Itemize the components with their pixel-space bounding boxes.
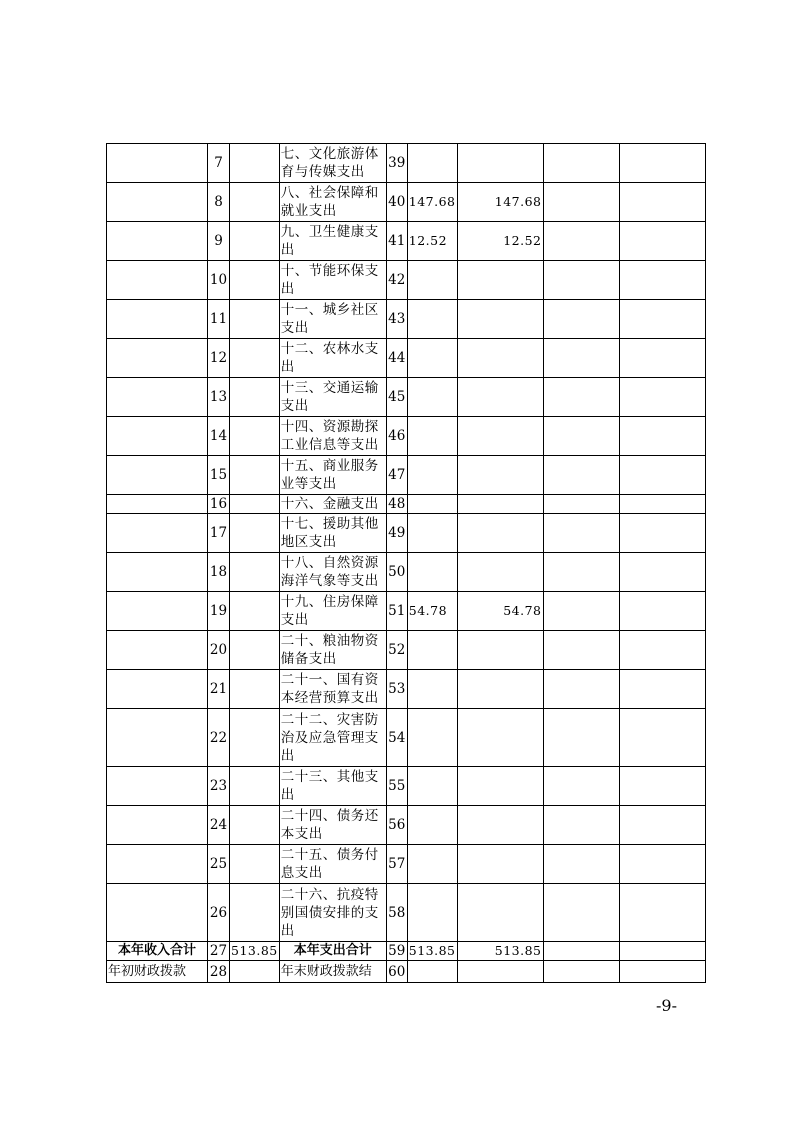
empty-cell xyxy=(619,456,705,495)
empty-cell xyxy=(543,495,619,514)
table-row xyxy=(107,222,706,261)
expense-total-cell xyxy=(407,300,457,339)
totals-row xyxy=(107,942,706,961)
expense-general-cell xyxy=(457,378,543,417)
empty-cell xyxy=(107,767,208,806)
expense-item: 二十一、国有资本经营预算支出 xyxy=(279,670,386,709)
empty-cell xyxy=(230,417,280,456)
income-total-value: 513.85 xyxy=(230,942,280,961)
income-total-label: 本年收入合计 xyxy=(107,942,208,961)
empty-cell xyxy=(107,378,208,417)
income-row-no: 10 xyxy=(208,261,230,300)
expense-item: 十六、金融支出 xyxy=(279,495,386,514)
empty-cell xyxy=(230,300,280,339)
empty-cell xyxy=(619,339,705,378)
table-row xyxy=(107,884,706,942)
expense-line-no: 44 xyxy=(386,339,407,378)
table-row xyxy=(107,709,706,767)
expense-line-no: 41 xyxy=(386,222,407,261)
expense-general-cell: 12.52 xyxy=(457,222,543,261)
table-row xyxy=(107,339,706,378)
expense-general-cell xyxy=(457,553,543,592)
expense-line-no: 54 xyxy=(386,709,407,767)
empty-cell xyxy=(230,378,280,417)
expense-total-cell xyxy=(407,670,457,709)
budget-table xyxy=(106,143,706,983)
empty-cell xyxy=(543,300,619,339)
empty-cell xyxy=(619,845,705,884)
empty-cell xyxy=(107,631,208,670)
expense-total-label: 本年支出合计 xyxy=(279,942,386,961)
table-row xyxy=(107,514,706,553)
expense-total-cell: 54.78 xyxy=(407,592,457,631)
empty-cell xyxy=(107,222,208,261)
table-row xyxy=(107,806,706,845)
empty-cell xyxy=(619,378,705,417)
empty-cell xyxy=(107,456,208,495)
empty-cell xyxy=(543,884,619,942)
empty-cell xyxy=(619,670,705,709)
empty-cell xyxy=(230,767,280,806)
empty-cell xyxy=(543,942,619,961)
table-row xyxy=(107,261,706,300)
empty-cell xyxy=(107,183,208,222)
expense-total-cell xyxy=(407,553,457,592)
expense-item: 十四、资源勘探工业信息等支出 xyxy=(279,417,386,456)
expense-item: 二十五、债务付息支出 xyxy=(279,845,386,884)
expense-general-cell xyxy=(457,456,543,495)
empty-cell xyxy=(230,144,280,183)
income-row-no: 11 xyxy=(208,300,230,339)
expense-line-no: 48 xyxy=(388,496,406,512)
expense-total-cell xyxy=(407,514,457,553)
expense-item: 十五、商业服务业等支出 xyxy=(279,456,386,495)
empty-cell xyxy=(619,514,705,553)
expense-line-no: 43 xyxy=(386,300,407,339)
expense-total-cell xyxy=(407,845,457,884)
expense-total-cell xyxy=(407,456,457,495)
table-row xyxy=(107,417,706,456)
income-row-no: 25 xyxy=(208,845,230,884)
expense-total-cell xyxy=(407,631,457,670)
empty-cell xyxy=(107,261,208,300)
expense-general-cell xyxy=(457,261,543,300)
expense-item: 二十二、灾害防治及应急管理支出 xyxy=(279,709,386,767)
expense-item: 十三、交通运输支出 xyxy=(279,378,386,417)
table-row xyxy=(107,845,706,884)
empty-cell xyxy=(619,961,705,983)
empty-cell xyxy=(543,806,619,845)
empty-cell xyxy=(230,514,280,553)
expense-general-cell xyxy=(457,845,543,884)
expense-item: 十一、城乡社区支出 xyxy=(279,300,386,339)
empty-cell xyxy=(107,300,208,339)
empty-cell xyxy=(619,495,705,514)
empty-cell xyxy=(107,144,208,183)
empty-cell xyxy=(619,222,705,261)
expense-general-cell xyxy=(457,709,543,767)
expense-general-cell xyxy=(457,806,543,845)
expense-general-cell xyxy=(457,495,543,514)
expense-item: 十二、农林水支出 xyxy=(279,339,386,378)
empty-cell xyxy=(619,553,705,592)
expense-general-cell xyxy=(457,767,543,806)
page-number: -9- xyxy=(656,996,677,1015)
income-row-no: 12 xyxy=(208,339,230,378)
empty-cell xyxy=(230,709,280,767)
empty-cell xyxy=(107,670,208,709)
expense-total-no: 59 xyxy=(388,943,406,959)
expense-line-no: 58 xyxy=(386,884,407,942)
empty-cell xyxy=(230,806,280,845)
empty-cell xyxy=(543,592,619,631)
empty-cell xyxy=(543,553,619,592)
empty-cell xyxy=(230,495,280,514)
empty-cell xyxy=(107,709,208,767)
empty-cell xyxy=(230,884,280,942)
empty-cell xyxy=(543,961,619,983)
empty-cell xyxy=(619,767,705,806)
empty-cell xyxy=(107,884,208,942)
expense-item: 二十、粮油物资储备支出 xyxy=(279,631,386,670)
expense-line-no: 39 xyxy=(386,144,407,183)
table-row xyxy=(107,144,706,183)
expense-total-value: 513.85 xyxy=(407,942,457,961)
expense-general-cell xyxy=(457,670,543,709)
empty-cell xyxy=(619,806,705,845)
expense-total-cell xyxy=(407,417,457,456)
expense-total-cell xyxy=(407,709,457,767)
table-row xyxy=(107,183,706,222)
empty-cell xyxy=(107,417,208,456)
income-row-no: 19 xyxy=(208,592,230,631)
expense-general-cell xyxy=(457,417,543,456)
empty-cell xyxy=(543,709,619,767)
empty-cell xyxy=(107,845,208,884)
empty-cell xyxy=(230,553,280,592)
income-row-no: 18 xyxy=(208,553,230,592)
expense-item: 二十六、抗疫特别国债安排的支出 xyxy=(279,884,386,942)
table-row xyxy=(107,631,706,670)
expense-line-no: 49 xyxy=(386,514,407,553)
income-total-no: 27 xyxy=(208,942,230,961)
income-row-no: 26 xyxy=(208,884,230,942)
empty-cell xyxy=(230,670,280,709)
empty-cell xyxy=(107,514,208,553)
empty-cell xyxy=(543,339,619,378)
expense-general-cell xyxy=(457,884,543,942)
empty-cell xyxy=(619,942,705,961)
empty-cell xyxy=(543,631,619,670)
empty-cell xyxy=(230,631,280,670)
income-row-no: 15 xyxy=(208,456,230,495)
empty-cell xyxy=(107,806,208,845)
expense-item: 十九、住房保障支出 xyxy=(279,592,386,631)
income-row-no: 20 xyxy=(208,631,230,670)
expense-general-cell xyxy=(457,339,543,378)
expense-line-no: 50 xyxy=(386,553,407,592)
empty-cell xyxy=(230,339,280,378)
income-carryover-label: 年初财政拨款 xyxy=(107,961,208,983)
empty-cell xyxy=(543,767,619,806)
empty-cell xyxy=(543,670,619,709)
empty-cell xyxy=(619,300,705,339)
income-row-no: 22 xyxy=(208,709,230,767)
expense-general-cell xyxy=(457,144,543,183)
expense-line-no: 53 xyxy=(386,670,407,709)
empty-cell xyxy=(619,261,705,300)
empty-cell xyxy=(619,417,705,456)
income-row-no: 24 xyxy=(208,806,230,845)
expense-line-no: 52 xyxy=(386,631,407,670)
expense-item: 七、文化旅游体育与传媒支出 xyxy=(279,144,386,183)
empty-cell xyxy=(230,456,280,495)
empty-cell xyxy=(543,222,619,261)
empty-cell xyxy=(619,144,705,183)
expense-line-no: 56 xyxy=(386,806,407,845)
income-row-no: 9 xyxy=(208,222,230,261)
expense-line-no: 57 xyxy=(386,845,407,884)
empty-cell xyxy=(543,261,619,300)
expense-general-cell: 54.78 xyxy=(457,592,543,631)
empty-cell xyxy=(543,456,619,495)
expense-item: 十、节能环保支出 xyxy=(279,261,386,300)
empty-cell xyxy=(619,592,705,631)
expense-general-value: 513.85 xyxy=(457,942,543,961)
empty-cell xyxy=(457,961,543,983)
empty-cell xyxy=(543,378,619,417)
expense-total-cell xyxy=(407,144,457,183)
expense-line-no: 55 xyxy=(386,767,407,806)
expense-total-cell xyxy=(407,339,457,378)
empty-cell xyxy=(619,183,705,222)
carryover-row xyxy=(107,961,706,983)
expense-carryover-no: 60 xyxy=(386,961,407,983)
empty-cell xyxy=(543,417,619,456)
table-row xyxy=(107,456,706,495)
expense-general-cell xyxy=(457,514,543,553)
empty-cell xyxy=(407,961,457,983)
empty-cell xyxy=(543,183,619,222)
table-row xyxy=(107,670,706,709)
expense-item: 九、卫生健康支出 xyxy=(279,222,386,261)
empty-cell xyxy=(230,592,280,631)
empty-cell xyxy=(619,709,705,767)
expense-total-cell xyxy=(407,767,457,806)
expense-line-no: 42 xyxy=(386,261,407,300)
empty-cell xyxy=(230,961,280,983)
income-row-no: 23 xyxy=(208,767,230,806)
expense-line-no: 40 xyxy=(386,183,407,222)
expense-total-cell xyxy=(407,884,457,942)
expense-carryover-label: 年末财政拨款结 xyxy=(279,961,386,983)
income-row-no: 7 xyxy=(208,144,230,183)
income-row-no: 8 xyxy=(208,183,230,222)
expense-item: 十八、自然资源海洋气象等支出 xyxy=(279,553,386,592)
empty-cell xyxy=(619,884,705,942)
empty-cell xyxy=(543,514,619,553)
empty-cell xyxy=(107,339,208,378)
expense-total-cell xyxy=(407,261,457,300)
table-row xyxy=(107,300,706,339)
table-footer xyxy=(107,942,706,983)
empty-cell xyxy=(230,183,280,222)
table-row xyxy=(107,378,706,417)
income-row-no: 14 xyxy=(208,417,230,456)
empty-cell xyxy=(619,631,705,670)
income-carryover-no: 28 xyxy=(208,961,230,983)
income-row-no: 17 xyxy=(208,514,230,553)
empty-cell xyxy=(543,845,619,884)
empty-cell xyxy=(230,222,280,261)
expense-line-no: 46 xyxy=(386,417,407,456)
empty-cell xyxy=(230,845,280,884)
expense-general-cell xyxy=(457,300,543,339)
table-row xyxy=(107,592,706,631)
expense-total-cell: 147.68 xyxy=(407,183,457,222)
expense-total-cell xyxy=(407,806,457,845)
empty-cell xyxy=(543,144,619,183)
empty-cell xyxy=(107,592,208,631)
expense-item: 二十三、其他支出 xyxy=(279,767,386,806)
table-row xyxy=(107,553,706,592)
expense-line-no: 47 xyxy=(386,456,407,495)
table-body xyxy=(107,144,706,942)
expense-total-cell: 12.52 xyxy=(407,222,457,261)
expense-line-no: 51 xyxy=(386,592,407,631)
expense-general-cell xyxy=(457,631,543,670)
empty-cell xyxy=(107,553,208,592)
empty-cell xyxy=(107,495,208,514)
expense-line-no: 45 xyxy=(386,378,407,417)
income-row-no: 21 xyxy=(208,670,230,709)
income-row-no: 16 xyxy=(208,495,230,514)
expense-item: 二十四、债务还本支出 xyxy=(279,806,386,845)
income-row-no: 13 xyxy=(208,378,230,417)
expense-total-cell xyxy=(407,378,457,417)
empty-cell xyxy=(230,261,280,300)
table-row xyxy=(107,495,706,514)
table-row xyxy=(107,767,706,806)
expense-item: 八、社会保障和就业支出 xyxy=(279,183,386,222)
expense-total-cell xyxy=(407,495,457,514)
expense-general-cell: 147.68 xyxy=(457,183,543,222)
expense-item: 十七、援助其他地区支出 xyxy=(279,514,386,553)
